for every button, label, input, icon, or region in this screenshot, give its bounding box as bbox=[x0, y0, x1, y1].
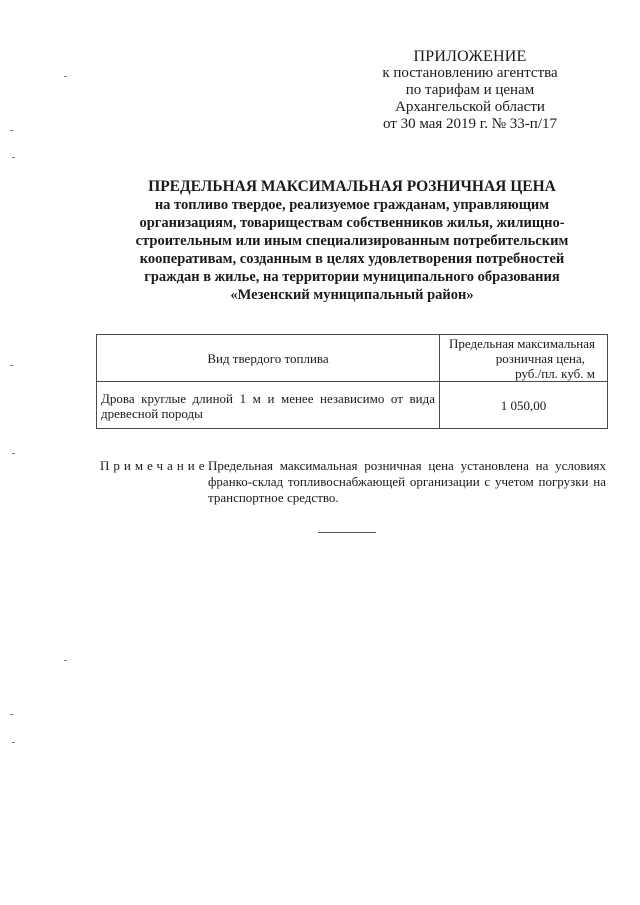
header-price bbox=[440, 335, 608, 382]
scan-mark bbox=[10, 714, 13, 715]
heading-line: «Мезенский муниципальный район» bbox=[230, 287, 474, 303]
heading-line: на топливо твердое, реализуемое гражданам, управляющим bbox=[154, 197, 550, 213]
header-fuel-type: Вид твердого топлива bbox=[97, 335, 440, 382]
appendix-block bbox=[360, 48, 580, 133]
scan-mark bbox=[64, 660, 67, 661]
heading-line: граждан в жилье, на территории муниципального образования bbox=[144, 269, 560, 285]
appendix-title: ПРИЛОЖЕНИЕ bbox=[413, 48, 527, 65]
scan-mark bbox=[64, 76, 67, 77]
appendix-line: Архангельской области bbox=[395, 99, 545, 115]
note-text: Предельная максимальная розничная цена установлена на условиях франко-склад топливоснабжающей организации с учетом погрузки на транспортное средство. bbox=[208, 458, 606, 505]
scan-mark bbox=[10, 130, 13, 131]
scan-mark bbox=[10, 365, 13, 366]
appendix-line: к постановлению агентства bbox=[382, 65, 558, 81]
price-cell: 1 050,00 bbox=[440, 382, 608, 429]
table-row bbox=[97, 382, 608, 429]
header-price-line: руб./пл. куб. м bbox=[515, 365, 595, 381]
heading-line: кооперативам, созданным в целях удовлетворения потребностей bbox=[139, 251, 565, 267]
fuel-type-cell: Дрова круглые длиной 1 м и менее независимо от вида древесной породы bbox=[97, 382, 440, 429]
document-heading bbox=[96, 178, 608, 304]
scan-mark bbox=[12, 742, 15, 743]
price-table bbox=[96, 334, 608, 429]
header-price-line: Предельная максимальная bbox=[448, 335, 595, 351]
note-label: Примечание. bbox=[100, 458, 216, 473]
header-price-line: розничная цена, bbox=[495, 350, 585, 366]
heading-line: организациям, товариществам собственников жилья, жилищно- bbox=[139, 215, 565, 231]
appendix-line: от 30 мая 2019 г. № 33-п/17 bbox=[382, 116, 558, 132]
heading-title: ПРЕДЕЛЬНАЯ МАКСИМАЛЬНАЯ РОЗНИЧНАЯ ЦЕНА bbox=[148, 178, 556, 195]
table-header-row bbox=[97, 335, 608, 382]
appendix-line: по тарифам и ценам bbox=[405, 82, 535, 98]
scan-mark bbox=[12, 157, 15, 158]
scan-mark bbox=[12, 453, 15, 454]
heading-line: строительным или иным специализированным потребительским bbox=[135, 233, 569, 249]
separator-line bbox=[318, 532, 376, 533]
